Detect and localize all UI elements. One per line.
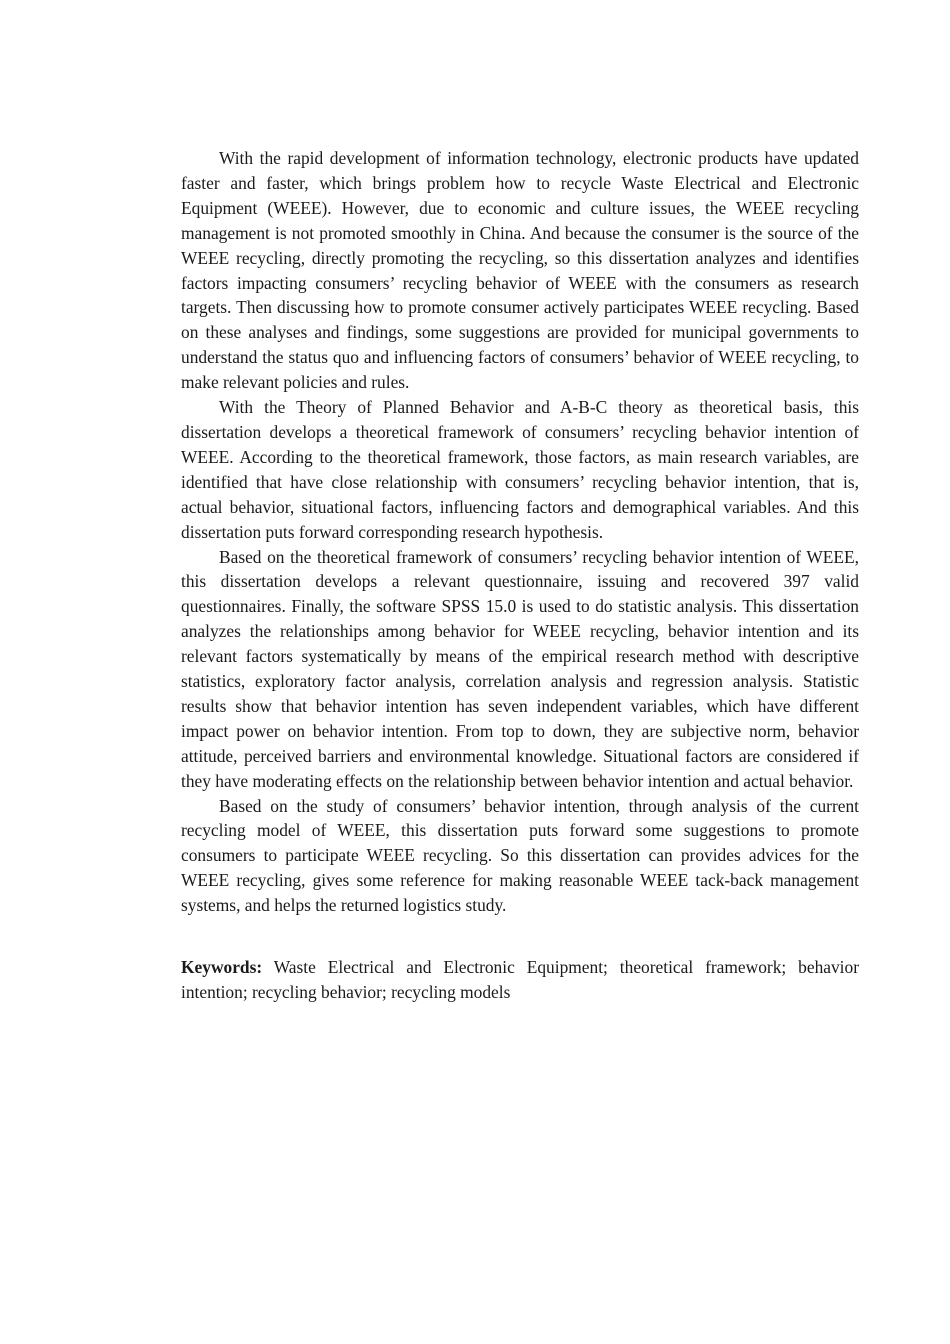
abstract-page bbox=[181, 146, 859, 1005]
keywords-text: Waste Electrical and Electronic Equipment; theoretical framework; behavior intention; recycling behavior; recycling models bbox=[181, 957, 859, 1002]
abstract-paragraph-4: Based on the study of consumers’ behavior intention, through analysis of the current recycling model of WEEE, this dissertation puts forward some suggestions to promote consumers to participate WEEE recycling. So this dissertation can provides advices for the WEEE recycling, gives some reference for making reasonable WEEE tack-back management systems, and helps the returned logistics study. bbox=[181, 795, 859, 916]
keywords-label: Keywords: bbox=[181, 957, 263, 978]
abstract-paragraph-1: With the rapid development of information technology, electronic products have updated faster and faster, which brings problem how to recycle Waste Electrical and Electronic Equipment (WEEE). However, due to economic and culture issues, the WEEE recycling management is not promoted smoothly in China. And because the consumer is the source of the WEEE recycling, directly promoting the recycling, so this dissertation analyzes and identifies factors impacting consumers’ recycling behavior of WEEE with the consumers as research targets. Then discussing how to promote consumer actively participates WEEE recycling. Based on these analyses and findings, some suggestions are provided for municipal governments to understand the status quo and influencing factors of consumers’ behavior of WEEE recycling, to make relevant policies and rules. bbox=[181, 148, 859, 393]
keywords-line bbox=[181, 955, 859, 1005]
abstract-paragraph-2: With the Theory of Planned Behavior and A-B-C theory as theoretical basis, this dissertation develops a theoretical framework of consumers’ recycling behavior intention of WEEE. According to the theoretical framework, those factors, as main research variables, are identified that have close relationship with consumers’ recycling behavior intention, that is, actual behavior, situational factors, influencing factors and demographical variables. And this dissertation puts forward corresponding research hypothesis. bbox=[181, 397, 859, 542]
abstract-paragraph-3: Based on the theoretical framework of consumers’ recycling behavior intention of WEEE, this dissertation develops a relevant questionnaire, issuing and recovered 397 valid questionnaires. Finally, the software SPSS 15.0 is used to do statistic analysis. This dissertation analyzes the relationships among behavior for WEEE recycling, behavior intention and its relevant factors systematically by means of the empirical research method with descriptive statistics, exploratory factor analysis, correlation analysis and regression analysis. Statistic results show that behavior intention has seven independent variables, which have different impact power on behavior intention. From top to down, they are subjective norm, behavior attitude, perceived barriers and environmental knowledge. Situational factors are considered if they have moderating effects on the relationship between behavior intention and actual behavior. bbox=[181, 546, 859, 791]
